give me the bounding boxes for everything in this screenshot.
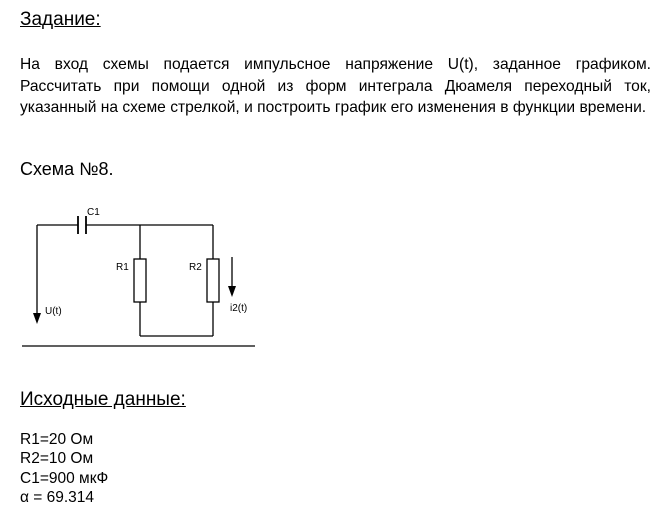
param-alpha: α = 69.314 xyxy=(20,488,95,506)
param-c1: C1=900 мкФ xyxy=(20,469,109,487)
task-line-4: функции времени. xyxy=(512,99,647,116)
task-heading: Задание: xyxy=(20,9,101,30)
circuit-diagram xyxy=(0,195,280,355)
r2-resistor xyxy=(207,259,219,302)
r1-resistor xyxy=(134,259,146,302)
task-line-2: Рассчитать при помощи одной из форм интеграла Дюамеля переходный xyxy=(20,77,612,95)
task-description xyxy=(20,54,651,119)
voltage-label: U(t) xyxy=(45,306,62,317)
param-r1: R1=20 Ом xyxy=(20,431,94,448)
source-data-heading: Исходные данные: xyxy=(20,389,186,410)
current-label: i2(t) xyxy=(230,303,248,314)
r1-label: R1 xyxy=(116,262,129,273)
scheme-title: Схема №8. xyxy=(20,159,114,179)
task-line-1: На вход схемы подается импульсное напряжение U(t), заданное графиком. xyxy=(20,56,651,73)
r2-label: R2 xyxy=(189,262,202,273)
current-arrow-head xyxy=(228,286,236,297)
c1-label: C1 xyxy=(87,207,100,218)
parameter-list xyxy=(20,430,108,507)
task-line-3: ток, указанный на схеме стрелкой, и построить график его изменения в xyxy=(20,77,651,116)
param-r2: R2=10 Ом xyxy=(20,450,94,468)
voltage-arrow-head xyxy=(33,313,41,324)
